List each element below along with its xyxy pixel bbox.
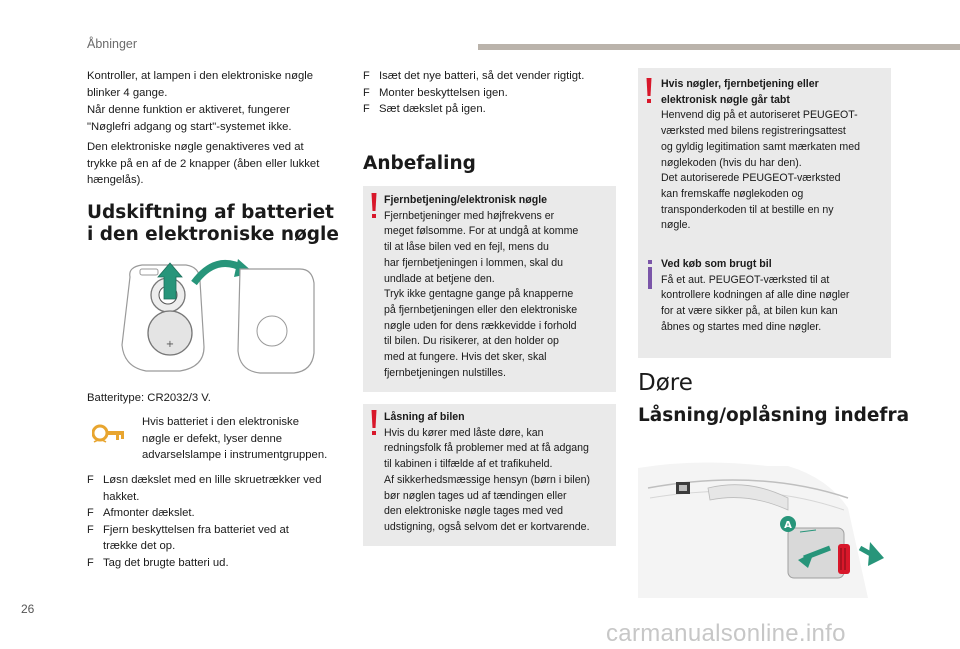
- lock-switch: [838, 544, 850, 574]
- header-rule: [478, 44, 960, 50]
- bullet-icon: F: [363, 103, 370, 116]
- text-line: nøgle.: [661, 219, 691, 232]
- text-line: blinker 4 gange.: [87, 86, 168, 99]
- warning-icon: [370, 193, 378, 219]
- list-item: [363, 85, 623, 102]
- note-title: elektronisk nøgle går tabt: [661, 93, 790, 106]
- text-line: kan fremskaffe nøglekoden og: [661, 187, 804, 200]
- text-line: og gyldig legitimation samt mærkaten med: [661, 140, 861, 153]
- text-line: den elektroniske nøgle tages med ved: [384, 505, 564, 518]
- text-line: trække det op.: [103, 540, 176, 553]
- text-line: Tryk ikke gentagne gange på knapperne: [384, 288, 574, 301]
- text-line: åbnes og startes med dine nøgler.: [661, 320, 822, 333]
- callout-a-label: A: [784, 520, 792, 531]
- heading-line: Udskiftning af batteriet: [87, 202, 334, 223]
- text-line: Få et aut. PEUGEOT-værksted til at: [661, 273, 830, 286]
- heading-line: i den elektroniske nøgle: [87, 224, 339, 245]
- heading-doors: Døre: [638, 370, 693, 396]
- text-line: værksted med bilens registreringsattest: [661, 125, 846, 138]
- heading-recommendation: Anbefaling: [363, 153, 476, 174]
- text-line: nøgle er defekt, lyser denne: [142, 432, 283, 445]
- section-title: Åbninger: [87, 37, 138, 51]
- key-battery-illustration: [108, 255, 318, 380]
- heading-lock-unlock-inside: Låsning/oplåsning indefra: [638, 405, 910, 426]
- warning-icon: [645, 78, 653, 104]
- text-line: Sæt dækslet på igen.: [379, 103, 486, 116]
- note-lost-keys: [661, 77, 889, 234]
- text-line: hakket.: [103, 490, 140, 503]
- page-number: 26: [21, 602, 35, 616]
- paragraph-reactivate: [87, 139, 347, 189]
- text-line: nøglekoden (hvis du har den).: [661, 156, 802, 169]
- list-item: [363, 68, 623, 85]
- key-cover: [238, 269, 314, 373]
- text-line: Fjernbetjeninger med højfrekvens er: [384, 209, 555, 222]
- text-line: til kabinen i tilfælde af et trafikuheld.: [384, 458, 553, 471]
- text-line: til bilen. Du risikerer, at den holder op: [384, 335, 559, 348]
- text-line: Kontroller, at lampen i den elektroniske nøgle: [87, 70, 314, 82]
- bullet-icon: F: [87, 523, 94, 536]
- bullet-icon: F: [87, 507, 94, 520]
- watermark: carmanualsonline.info: [606, 620, 846, 647]
- text-line: undlade at betjene den.: [384, 272, 495, 285]
- text-line: til at låse bilen ved en fejl, mens du: [384, 241, 549, 254]
- bullet-icon: F: [87, 474, 94, 486]
- text-line: Afmonter dækslet.: [103, 507, 195, 520]
- text-line: med at fungere. Hvis det sker, skal: [384, 351, 547, 364]
- note-title: Fjernbetjening/elektronisk nøgle: [384, 194, 548, 206]
- note-locking: [384, 410, 614, 536]
- list-item: [87, 555, 352, 572]
- door-lock-illustration: [638, 448, 892, 598]
- text-line: for at være sikker på, at bilen kun kan: [661, 305, 838, 318]
- text-line: Tag det brugte batteri ud.: [103, 556, 229, 569]
- text-line: på fjernbetjeningen eller den elektroniske: [384, 303, 578, 316]
- text-line: nøgle uden for dens rækkevidde i forhold: [384, 319, 577, 332]
- text-line: trykke på en af de 2 knapper (åben eller lukket: [87, 157, 320, 170]
- list-item: [87, 472, 352, 505]
- warning-lamp-text: [142, 414, 327, 464]
- text-line: Det autoriserede PEUGEOT-værksted: [661, 172, 841, 185]
- note-title: Ved køb som brugt bil: [661, 258, 772, 270]
- text-line: hængelås).: [87, 174, 144, 187]
- note-remote: [384, 193, 614, 381]
- text-line: meget følsomme. For at undgå at komme: [384, 225, 579, 238]
- bullet-icon: F: [363, 70, 370, 82]
- text-line: redningsfolk få problemer med at få adgang: [384, 442, 589, 455]
- list-item: [87, 522, 352, 555]
- text-line: Hvis du kører med låste døre, kan: [384, 426, 544, 439]
- list-item: [363, 101, 623, 118]
- note-used-car: [661, 257, 889, 336]
- battery-steps-list: [87, 472, 352, 572]
- text-line: Isæt det nye batteri, så det vender rigtigt.: [379, 70, 585, 82]
- text-line: har fjernbetjeningen i lommen, skal du: [384, 256, 564, 269]
- battery-steps-list-continued: [363, 68, 623, 118]
- text-line: Når denne funktion er aktiveret, fungerer: [87, 104, 290, 116]
- text-line: transponderkoden til at bestille en ny: [661, 203, 834, 216]
- paragraph-keyless-note: [87, 102, 347, 135]
- text-line: advarselslampe i instrumentgruppen.: [142, 449, 328, 462]
- battery-type: Batteritype: CR2032/3 V.: [87, 392, 211, 404]
- text-line: Henvend dig på et autoriseret PEUGEOT-: [661, 109, 858, 122]
- heading-battery-replacement: [87, 202, 339, 246]
- text-line: bør nøglen tages ud af tændingen eller: [384, 489, 567, 502]
- bullet-icon: F: [87, 556, 94, 569]
- paragraph-lamp-check: [87, 68, 347, 101]
- text-line: udstigning, også selvom det er kortvarende.: [384, 520, 590, 533]
- text-line: Monter beskyttelsen igen.: [379, 86, 508, 99]
- note-title: Hvis nøgler, fjernbetjening eller: [661, 78, 819, 90]
- text-line: Af sikkerhedsmæssige hensyn (børn i bilen): [384, 473, 591, 486]
- svg-text:+: +: [165, 339, 175, 350]
- note-title: Låsning af bilen: [384, 411, 465, 423]
- text-line: kontrollere kodningen af alle dine nøgler: [661, 289, 850, 302]
- warning-icon: [370, 410, 378, 436]
- key-warning-lamp-icon: [92, 423, 126, 443]
- text-line: fjernbetjeningen nulstilles.: [384, 366, 506, 379]
- list-item: [87, 505, 352, 522]
- text-line: Fjern beskyttelsen fra batteriet ved at: [103, 523, 289, 536]
- text-line: Løsn dækslet med en lille skruetrækker ved: [103, 474, 322, 486]
- text-line: Den elektroniske nøgle genaktiveres ved at: [87, 141, 304, 153]
- text-line: Hvis batteriet i den elektroniske: [142, 416, 299, 428]
- info-icon: [645, 260, 655, 290]
- text-line: "Nøglefri adgang og start"-systemet ikke.: [87, 120, 292, 133]
- bullet-icon: F: [363, 86, 370, 99]
